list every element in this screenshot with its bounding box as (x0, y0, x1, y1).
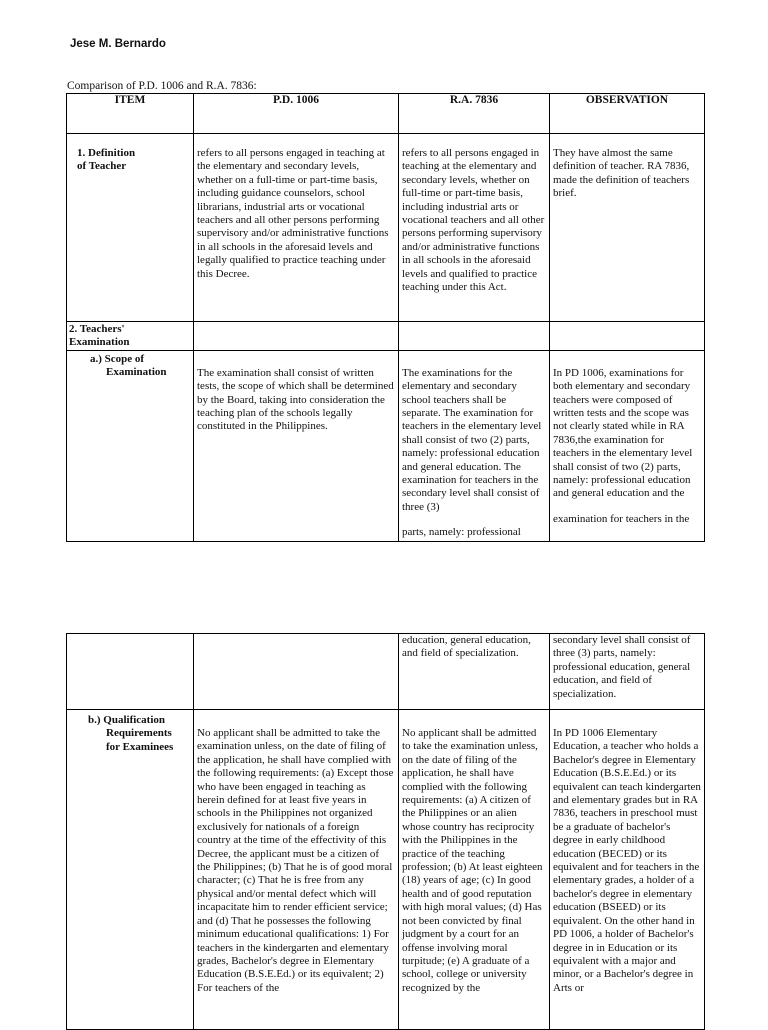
pd-cell (194, 134, 399, 322)
header-observation: OBSERVATION (550, 94, 705, 134)
document-title: Comparison of P.D. 1006 and R.A. 7836: (67, 80, 257, 92)
pd-cell (194, 634, 399, 710)
cell-text: parts, namely: professional (402, 526, 521, 539)
table-header-row (67, 94, 705, 134)
observation-cell (550, 710, 705, 1030)
item-label: 2. Teachers' (69, 323, 125, 335)
item-label: Examination (69, 336, 130, 349)
item-label: Examination (106, 366, 167, 379)
cell-text: They have almost the same definition of teacher. RA 7836, made the definition of teachers brief. (553, 147, 690, 200)
item-cell (67, 634, 194, 710)
observation-cell (550, 322, 705, 351)
pd-cell (194, 322, 399, 351)
cell-text: refers to all persons engaged in teaching at the elementary and secondary levels, whether on a full-time or part-time basis, including guidance counselors, school librarians, industrial arts or vocational teachers and all other persons performing supervisory and/or administrative functions in all schools in the aforesaid levels and legally qualified to practice teaching under this Decree. (197, 147, 389, 280)
header-item: ITEM (67, 94, 194, 134)
observation-cell (550, 350, 705, 541)
cell-text: The examinations for the elementary and secondary school teachers shall be separate. The examination for teachers in the elementary level shall consist of two (2) parts, namely: professional education and general education. The examination for teachers in the secondary level shall consist of three (3) (402, 366, 542, 513)
observation-cell (550, 134, 705, 322)
comparison-table-continued (66, 633, 705, 1030)
ra-cell (399, 710, 550, 1030)
cell-text: secondary level shall consist of three (3) parts, namely: professional education, general education, and field of specialization. (553, 634, 691, 700)
header-ra7836: R.A. 7836 (399, 94, 550, 134)
table-row-teachers-exam (67, 322, 705, 351)
pd-cell (194, 350, 399, 541)
cell-text: In PD 1006 Elementary Education, a teacher who holds a Bachelor's degree in Elementary Education (B.S.E.Ed.) or its equivalent can teach kindergarten and elementary grades but in RA 7836, teachers in preschool must be a graduate of bachelor's degree in early childhood education (BECED) or its equivalent and for teachers in the elementary grades, a holder of a bachelor's degree in elementary education (BSEED) or its equivalent. On the other hand in PD 1006, a holder of Bachelor's degree in in Education or its equivalent with a major and minor, or a Bachelor's degree in Arts or (553, 727, 701, 994)
item-cell (67, 322, 194, 351)
ra-cell (399, 134, 550, 322)
cell-text: The examination shall consist of written tests, the scope of which shall be determined by the Board, taking into consideration the teaching plan of the schools legally constituted in the Philippines. (197, 366, 394, 433)
author-name: Jese M. Bernardo (70, 38, 166, 50)
item-label: a.) Scope of (90, 352, 145, 365)
cell-text: refers to all persons engaged in teaching at the elementary and secondary levels, whether on full-time or part-time basis, including industrial arts or vocational teachers and all other persons performing supervisory and/or administrative functions in all schools in the aforesaid levels and qualified to practice teaching under this Act. (402, 147, 545, 294)
item-cell (67, 134, 194, 322)
table-row-definition (67, 134, 705, 322)
item-label: of Teacher (77, 160, 127, 173)
table-row-continuation (67, 634, 705, 710)
pd-cell (194, 710, 399, 1030)
cell-text: In PD 1006, examinations for both elementary and secondary teachers were composed of written tests and the scope was not clearly stated while in RA 7836,the examination for teachers in the elementary level shall consist of two (2) parts, namely: professional education and general education and the (553, 366, 693, 500)
cell-text: No applicant shall be admitted to take the examination unless, on the date of filing of the application, he shall have complied with the following requirements: (a) A citizen of the Philippines or an alien whose country has reciprocity with the Philippines in the practice of the teaching profession; (b) At least eighteen (18) years of age; (c) In good health and of good reputation with high moral values; (d) Has not been convicted by final judgment by a court for an offense involving moral turpitude; (e) A graduate of a school, college or university recognized by the (402, 727, 543, 994)
header-pd1006: P.D. 1006 (194, 94, 399, 134)
table-row-scope-exam (67, 350, 705, 541)
ra-cell (399, 322, 550, 351)
cell-text: examination for teachers in the (553, 512, 690, 525)
ra-cell (399, 634, 550, 710)
item-label: Requirements (106, 727, 172, 740)
cell-text: No applicant shall be admitted to take the examination unless, on the date of filing of the application, he shall have complied with the following requirements: (a) Except those who have been engaged in teaching as herein defined for at least five years in schools in the Philippines not organized exclusively for nationals of a foreign country at the time of the effectivity of this Decree, the applicant must be a citizen of the Philippines; (b) That he is of good moral character; (c) That he is free from any physical and/or mental defect which will incapacitate him to render efficient service; and (d) That he possesses the following minimum educational qualifications: 1) For teachers in the kindergarten and elementary grades, Bachelor's degree in Elementary Education (B.S.E.Ed.) or its equivalent; 2) For teachers of the (197, 727, 394, 994)
comparison-table (66, 93, 705, 542)
item-label: b.) Qualification (88, 714, 166, 726)
item-label: 1. Definition (77, 147, 136, 159)
ra-cell (399, 350, 550, 541)
observation-cell (550, 634, 705, 710)
item-label: for Examinees (106, 740, 174, 753)
table-row-qualification (67, 710, 705, 1030)
cell-text: education, general education, and field of specialization. (402, 634, 531, 660)
item-cell (67, 710, 194, 1030)
item-cell (67, 350, 194, 541)
